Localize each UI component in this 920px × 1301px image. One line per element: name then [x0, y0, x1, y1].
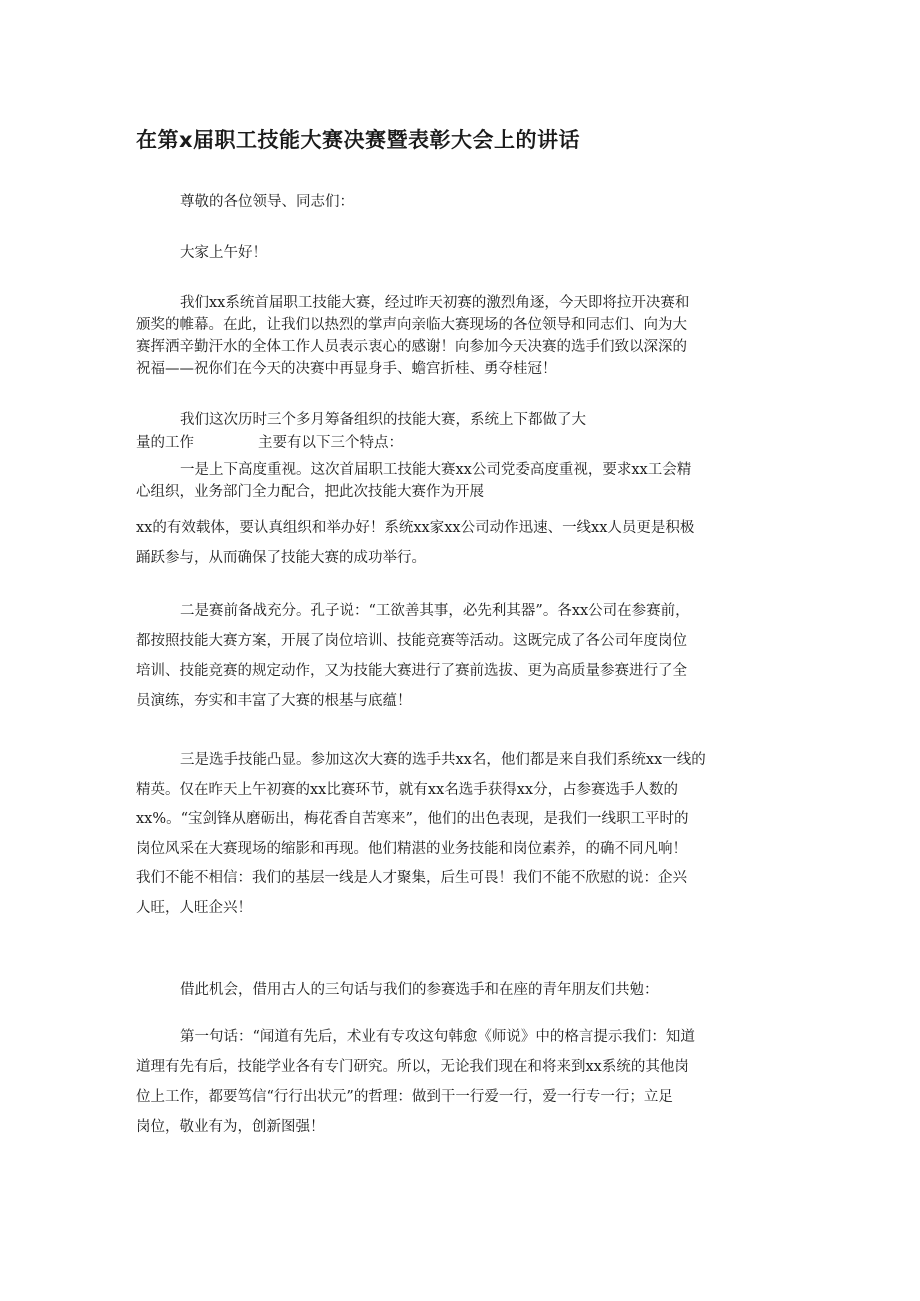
text-line: 员演练，夯实和丰富了大赛的根基与底蕴！ — [136, 693, 412, 709]
text-segment: 量的工作 — [136, 435, 194, 451]
text-line: 培训、技能竞赛的规定动作，又为技能大赛进行了赛前选拔、更为高质量参赛进行了全 — [136, 663, 687, 679]
text-line: 岗位，敬业有为，创新图强！ — [136, 1119, 325, 1135]
paragraph-point-three — [136, 746, 786, 923]
text-line: 一是上下高度重视。这次首届职工技能大赛xx公司党委高度重视，要求xx工会精 — [180, 462, 692, 478]
text-line: 赛挥洒辛勤汗水的全体工作人员表示衷心的感谢！向参加今天决赛的选手们致以深深的 — [136, 339, 687, 355]
text-line: xx的有效载体，要认真组织和举办好！系统xx家xx公司动作迅速、一线xx人员更是积极 — [136, 520, 695, 536]
paragraph-point-one — [136, 459, 786, 573]
greeting — [136, 192, 786, 212]
text-segment: 主要有以下三个特点： — [258, 435, 403, 451]
document-title: 在第ⅹ届职工技能大赛决赛暨表彰大会上的讲话 — [136, 128, 581, 152]
text-line: 人旺，人旺企兴！ — [136, 899, 252, 916]
text-line: 我们不能不相信：我们的基层一线是人才聚集，后生可畏！我们不能不欣慰的说：企兴 — [136, 870, 687, 886]
text-line: 我们这次历时三个多月筹备组织的技能大赛，系统上下都做了大 — [180, 412, 586, 428]
text-line: 道理有先有后，技能学业各有专门研究。所以，无论我们现在和将来到xx系统的其他岗 — [136, 1059, 689, 1075]
text-line: 三是选手技能凸显。参加这次大赛的选手共xx名，他们都是来自我们系统xx一线的 — [180, 752, 706, 768]
text-line: 位上工作，都要笃信“行行出状元”的哲理：做到干一行爱一行，爱一行专一行；立足 — [136, 1089, 673, 1105]
text-line: 借此机会，借用古人的三句话与我们的参赛选手和在座的青年朋友们共勉： — [180, 982, 659, 998]
paragraph-encouragement — [136, 975, 786, 1005]
text-line: 都按照技能大赛方案，开展了岗位培训、技能竞赛等活动。这既完成了各公司年度岗位 — [136, 633, 687, 649]
greeting-text: 尊敬的各位领导、同志们： — [180, 194, 354, 210]
text-line: 第一句话：“闻道有先后，术业有专攻这句韩愈《师说》中的格言提示我们：知道 — [180, 1029, 695, 1045]
text-line: 颁奖的帷幕。在此，让我们以热烈的掌声向亲临大赛现场的各位领导和同志们、向为大 — [136, 317, 687, 333]
text-line: xx%。“宝剑锋从磨砺出，梅花香自苦寒来”，他们的出色表现，是我们一线职工平时的 — [136, 811, 689, 827]
paragraph-first-saying — [136, 1022, 786, 1142]
paragraph-preparation — [136, 409, 786, 455]
morning-text: 大家上午好！ — [180, 245, 267, 261]
text-line: 踊跃参与，从而确保了技能大赛的成功举行。 — [136, 550, 426, 566]
paragraph-point-two — [136, 596, 786, 716]
morning-greeting — [136, 243, 786, 263]
text-line: 二是赛前备战充分。孔子说：“工欲善其事，必先利其器”。各xx公司在参赛前， — [180, 603, 690, 619]
paragraph-opening — [136, 292, 786, 380]
text-line: 精英。仅在昨天上午初赛的xx比赛环节，就有xx名选手获得xx分，占参赛选手人数的 — [136, 781, 679, 798]
text-line — [136, 432, 786, 455]
text-line: 祝福——祝你们在今天的决赛中再显身手、蟾宫折桂、勇夺桂冠！ — [136, 361, 557, 377]
text-line: 岗位风采在大赛现场的缩影和再现。他们精湛的业务技能和岗位素养，的确不同凡响！ — [136, 840, 687, 857]
text-line: 心组织，业务部门全力配合，把此次技能大赛作为开展 — [136, 484, 484, 500]
text-line: 我们xx系统首届职工技能大赛，经过昨天初赛的激烈角逐，今天即将拉开决赛和 — [180, 295, 690, 311]
